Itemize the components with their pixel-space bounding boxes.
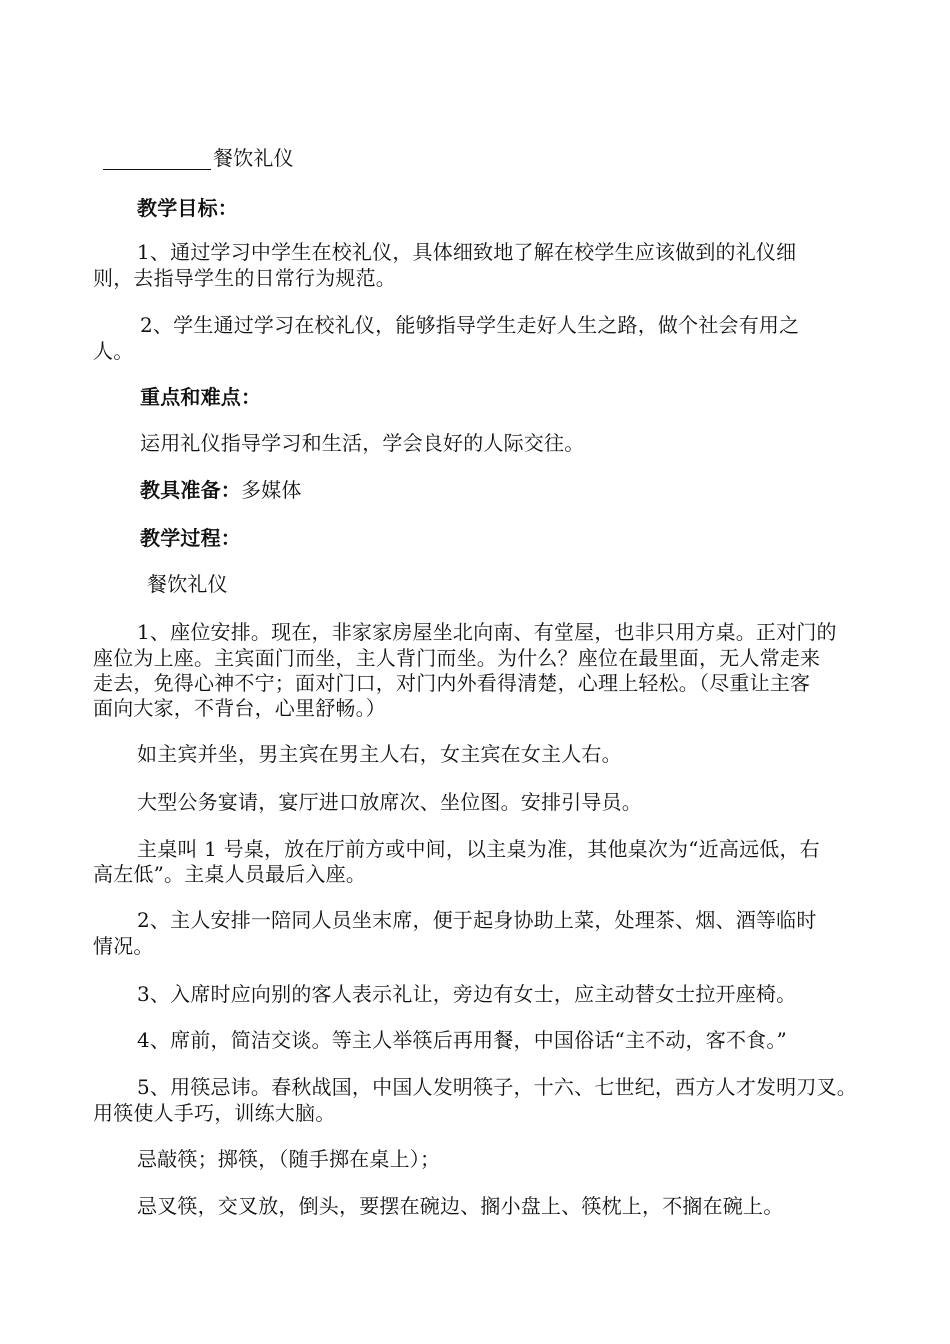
paragraph-6: 3、入席时应向别的客人表示礼让，旁边有女士，应主动替女士拉开座椅。 bbox=[137, 982, 797, 1006]
title-text: 餐饮礼仪 bbox=[213, 146, 294, 170]
paragraph-5-line-1: 2、主人安排一陪同人员坐末席，便于起身协助上菜，处理茶、烟、酒等临时 bbox=[137, 908, 817, 932]
paragraph-2: 如主宾并坐，男主宾在男主人右，女主宾在女主人右。 bbox=[137, 742, 622, 766]
paragraph-3: 大型公务宴请，宴厅进口放席次、坐位图。安排引导员。 bbox=[137, 790, 642, 814]
heading-key-points: 重点和难点： bbox=[140, 385, 262, 409]
paragraph-8-line-1: 5、用筷忌讳。春秋战国，中国人发明筷子，十六、七世纪，西方人才发明刀叉。 bbox=[137, 1075, 857, 1099]
process-subtitle: 餐饮礼仪 bbox=[147, 572, 228, 596]
paragraph-9: 忌敲筷；掷筷，（随手掷在桌上）； bbox=[137, 1147, 441, 1171]
document-title bbox=[103, 146, 294, 170]
paragraph-5-line-2: 情况。 bbox=[93, 934, 154, 958]
paragraph-4-line-1: 主桌叫 1 号桌，放在厅前方或中间，以主桌为准，其他桌次为“近高远低，右 bbox=[137, 837, 820, 861]
heading-teaching-goals: 教学目标： bbox=[137, 196, 238, 220]
paragraph-1-line-1: 1、座位安排。现在，非家家房屋坐北向南、有堂屋，也非只用方桌。正对门的 bbox=[137, 620, 837, 644]
teaching-tools bbox=[140, 478, 302, 502]
paragraph-1-line-4: 面向大家，不背台，心里舒畅。） bbox=[93, 696, 386, 720]
key-points-text: 运用礼仪指导学习和生活，学会良好的人际交往。 bbox=[140, 431, 585, 455]
goal-1-line-1: 1、通过学习中学生在校礼仪，具体细致地了解在校学生应该做到的礼仪细 bbox=[137, 240, 797, 264]
paragraph-8-line-2: 用筷使人手巧，训练大脑。 bbox=[93, 1101, 336, 1125]
paragraph-1-line-2: 座位为上座。主宾面门而坐，主人背门而坐。为什么？座位在最里面，无人常走来 bbox=[93, 646, 821, 670]
teaching-tools-text: 多媒体 bbox=[241, 478, 302, 502]
title-blank-underline bbox=[103, 149, 211, 170]
paragraph-1-line-3: 走去，免得心神不宁；面对门口，对门内外看得清楚，心理上轻松。（尽重让主客 bbox=[93, 671, 811, 695]
goal-2-line-1: 2、学生通过学习在校礼仪，能够指导学生走好人生之路，做个社会有用之 bbox=[140, 313, 800, 337]
paragraph-7: 4、席前，简洁交谈。等主人举筷后再用餐，中国俗话“主不动，客不食。” bbox=[137, 1028, 787, 1052]
paragraph-10: 忌叉筷，交叉放，倒头，要摆在碗边、搁小盘上、筷枕上，不搁在碗上。 bbox=[137, 1194, 784, 1218]
goal-2-line-2: 人。 bbox=[93, 339, 134, 363]
goal-1-line-2: 则，去指导学生的日常行为规范。 bbox=[93, 266, 396, 290]
heading-teaching-process: 教学过程： bbox=[140, 526, 241, 550]
heading-teaching-tools: 教具准备： bbox=[140, 478, 241, 502]
paragraph-4-line-2: 高左低”。主桌人员最后入座。 bbox=[93, 862, 367, 886]
